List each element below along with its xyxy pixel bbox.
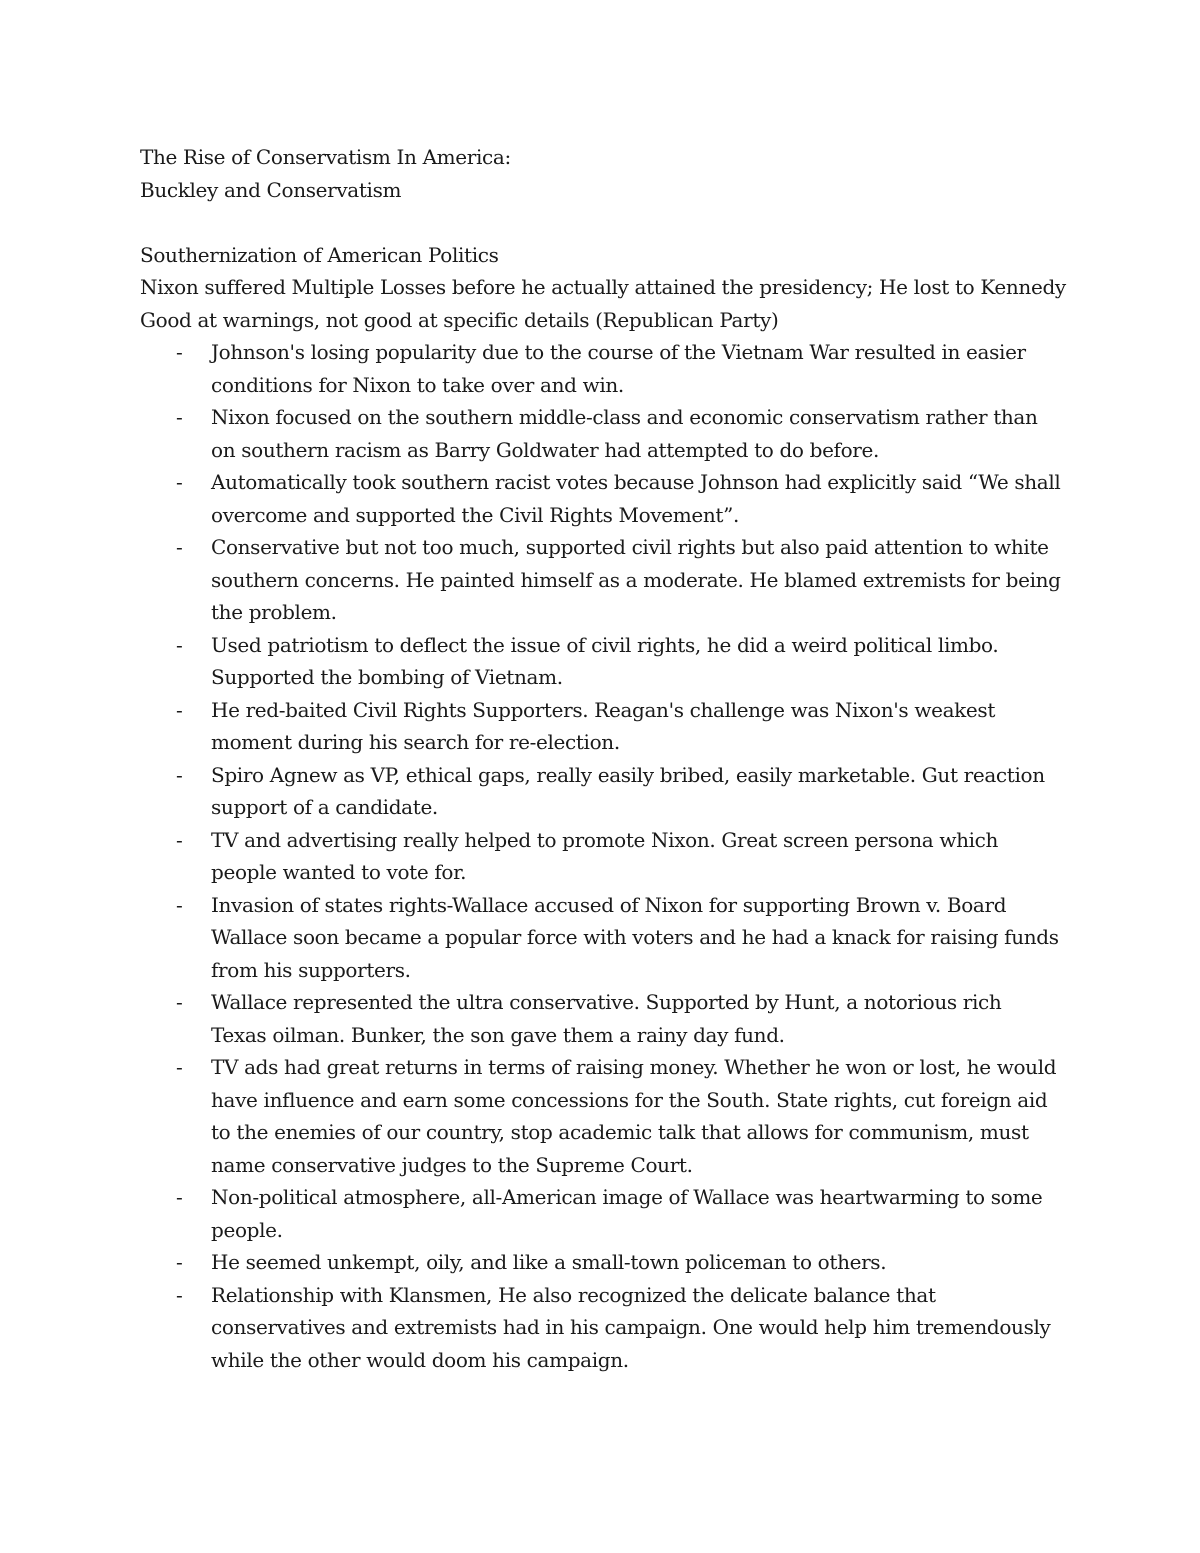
bullet-text: TV ads had great returns in terms of raising money. Whether he won or lost, he would have influence and earn some concessions for the South. State rights, cut foreign aid to the enemies of our country, stop academic talk that allows for communism, must name conservative judges to the Supreme Court. xyxy=(211,1055,1057,1177)
bullet-item xyxy=(140,889,1070,987)
bullet-text: TV and advertising really helped to promote Nixon. Great screen persona which people wanted to vote for. xyxy=(211,827,999,884)
bullet-text: Relationship with Klansmen, He also recognized the delicate balance that conservatives and extremists had in his campaign. One would help him tremendously while the other would doom his campaign. xyxy=(211,1282,1051,1372)
bullet-text: Automatically took southern racist votes because Johnson had explicitly said “We shall overcome and supported the Civil Rights Movement”. xyxy=(211,470,1061,527)
bullet-text: He red-baited Civil Rights Supporters. Reagan's challenge was Nixon's weakest moment during his search for re-election. xyxy=(211,697,996,754)
bullet-dash: - xyxy=(176,697,183,722)
bullet-list xyxy=(140,336,1070,1376)
bullet-text: Used patriotism to deflect the issue of civil rights, he did a weird political limbo. Supported the bombing of Vietnam. xyxy=(211,632,999,689)
bullet-dash: - xyxy=(176,632,183,657)
intro-line: Nixon suffered Multiple Losses before he actually attained the presidency; He lost to Kennedy xyxy=(140,275,1066,299)
intro-line: Good at warnings, not good at specific details (Republican Party) xyxy=(140,307,779,332)
bullet-item xyxy=(140,1279,1070,1377)
bullet-text: Spiro Agnew as VP, ethical gaps, really easily bribed, easily marketable. Gut reaction support of a candidate. xyxy=(211,762,1045,819)
bullet-dash: - xyxy=(176,535,183,559)
bullet-item xyxy=(140,531,1070,629)
bullet-dash: - xyxy=(176,470,183,494)
bullet-dash: - xyxy=(176,1055,183,1079)
bullet-text: Invasion of states rights-Wallace accused of Nixon for supporting Brown v. Board Wallace soon became a popular force with voters and he had a knack for raising funds from his supporters. xyxy=(211,892,1059,982)
document-title: The Rise of Conservatism In America: xyxy=(140,145,511,169)
bullet-dash: - xyxy=(176,405,183,429)
bullet-text: Johnson's losing popularity due to the course of the Vietnam War resulted in easier conditions for Nixon to take over and win. xyxy=(211,340,1026,397)
bullet-item xyxy=(140,629,1070,694)
bullet-dash: - xyxy=(176,340,183,364)
bullet-item xyxy=(140,759,1070,824)
bullet-dash: - xyxy=(176,1185,183,1209)
document-subtitle: Buckley and Conservatism xyxy=(140,177,402,202)
bullet-dash: - xyxy=(176,892,183,917)
document-body xyxy=(140,141,1070,1376)
bullet-dash: - xyxy=(176,827,183,852)
bullet-text: Wallace represented the ultra conservative. Supported by Hunt, a notorious rich Texas oilman. Bunker, the son gave them a rainy day fund. xyxy=(211,990,1002,1047)
blank-line xyxy=(140,206,1070,239)
bullet-text: Non-political atmosphere, all-American image of Wallace was heartwarming to some people. xyxy=(211,1185,1043,1242)
bullet-dash: - xyxy=(176,1282,183,1307)
bullet-text: Nixon focused on the southern middle-class and economic conservatism rather than on southern racism as Barry Goldwater had attempted to do before. xyxy=(211,405,1038,462)
section-heading: Southernization of American Politics xyxy=(140,242,499,267)
bullet-dash: - xyxy=(176,1250,183,1274)
bullet-dash: - xyxy=(176,762,183,787)
bullet-item xyxy=(140,694,1070,759)
bullet-item xyxy=(140,466,1070,531)
bullet-item xyxy=(140,1246,1070,1279)
bullet-item xyxy=(140,824,1070,889)
bullet-item xyxy=(140,336,1070,401)
bullet-dash: - xyxy=(176,990,183,1014)
bullet-text: He seemed unkempt, oily, and like a small-town policeman to others. xyxy=(211,1250,887,1274)
bullet-item xyxy=(140,1181,1070,1246)
bullet-item xyxy=(140,401,1070,466)
bullet-item xyxy=(140,986,1070,1051)
bullet-item xyxy=(140,1051,1070,1181)
bullet-text: Conservative but not too much, supported civil rights but also paid attention to white southern concerns. He painted himself as a moderate. He blamed extremists for being the problem. xyxy=(211,535,1061,624)
